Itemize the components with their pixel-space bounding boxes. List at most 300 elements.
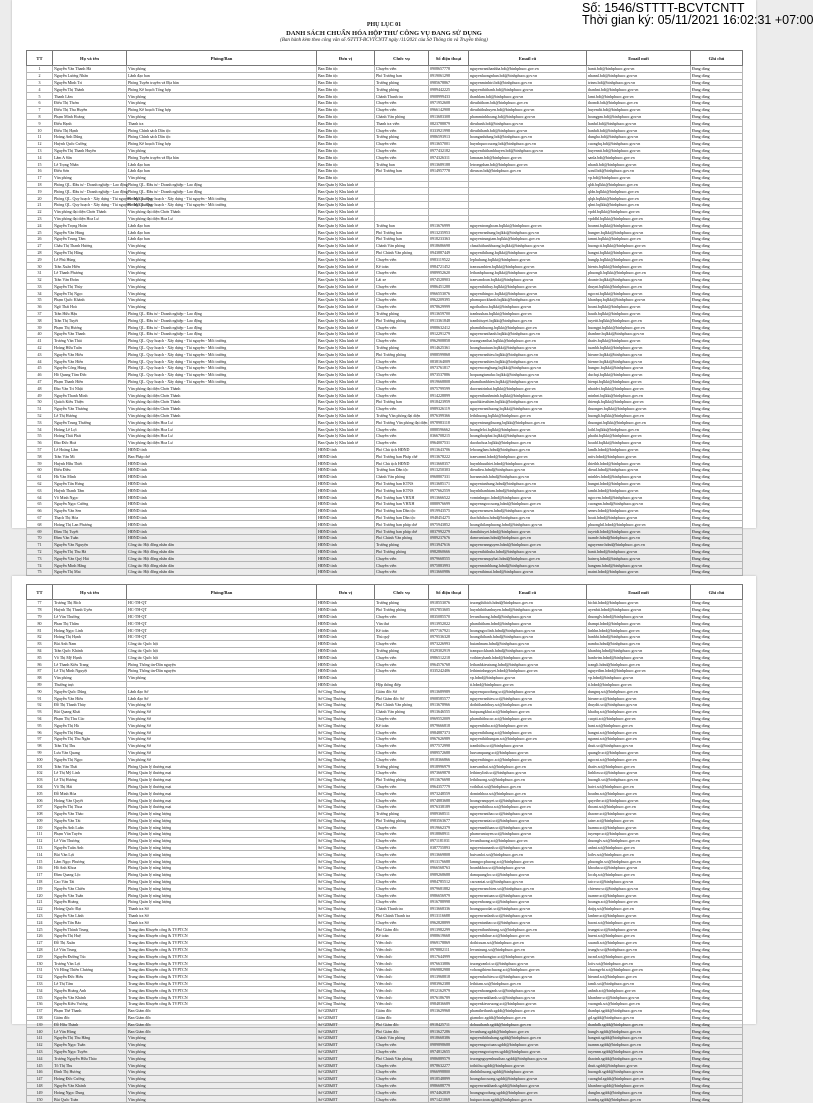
table-row [27,133,743,140]
phone-cell: 0913676999 [429,222,469,229]
position-cell: Chuyên viên [375,865,429,872]
dept-cell: Phòng QL. Đầu tư - Doanh nghiệp - Lao động [127,188,317,195]
unit-cell: Ban Quản lý Khu kinh tế [317,399,375,406]
table-row [27,283,743,290]
unit-cell: Sở Công Thương [317,735,375,742]
stt-cell: 35 [27,297,53,304]
stt-cell: 137 [27,1007,53,1014]
name-cell: Đỗ Thị Thanh Thủy [53,701,127,708]
unit-cell: Sở Công Thương [317,824,375,831]
table-row [27,167,743,174]
dept-cell: Văn phòng Sở [127,735,317,742]
stt-cell: 118 [27,878,53,885]
new-email-cell: khanhpq.bqlkkt@binhphuoc.gov.vn [587,297,691,304]
note-cell: Đang dùng [691,528,743,535]
table-row [27,837,743,844]
stt-cell: 110 [27,824,53,831]
table-row [27,480,743,487]
note-cell: Đang dùng [691,283,743,290]
position-cell: Chuyên viên [375,324,429,331]
old-email-cell: buivanloi.sct@binhphuoc.gov.vn [469,851,587,858]
position-cell: Phó Trưởng ban [375,399,429,406]
note-cell: Đang dùng [691,1007,743,1014]
name-cell: Nguyễn Lương Nhân [53,72,127,79]
note-cell: Đang dùng [691,487,743,494]
note-cell: Đang dùng [691,263,743,270]
note-cell: Đang dùng [691,1001,743,1008]
note-cell: Đang dùng [691,147,743,154]
note-cell: Đang dùng [691,521,743,528]
old-email-cell: nguyenthihang.sct@binhphuoc.gov.vn [469,729,587,736]
unit-cell: HĐND tỉnh [317,661,375,668]
phone-cell: 0966142908 [429,106,469,113]
new-email-cell: hant.sct@binhphuoc.gov.vn [587,722,691,729]
position-cell: Phó Trưởng ban Dân tộc [375,507,429,514]
note-cell: Đang dùng [691,1055,743,1062]
old-email-cell [469,208,587,215]
name-cell: Võ Hồng Thiên Chương [53,967,127,974]
phone-cell: 0914957778 [429,167,469,174]
phone-cell: 0971952608 [429,99,469,106]
stt-cell: 49 [27,392,53,399]
stt-cell: 109 [27,817,53,824]
dept-cell: Văn phòng Sở [127,708,317,715]
unit-cell: Ban Dân tộc [317,127,375,134]
stt-cell: 67 [27,514,53,521]
old-email-cell: nguyenvanhung.bqlkkt@binhphuoc.gov.vn [469,229,587,236]
phone-cell: 0973761817 [429,365,469,372]
name-cell: Điểu Thị Thu Huyền [53,106,127,113]
position-cell: Chuyên viên [375,426,429,433]
phone-cell: 0913689989 [429,688,469,695]
new-email-cell: thiethh.hdnd@binhphuoc.gov.vn [587,460,691,467]
stt-cell: 120 [27,892,53,899]
old-email-cell: nguyenvanchien.sct@binhphuoc.gov.vn [469,885,587,892]
table-row [27,303,743,310]
digital-signature-stamp [582,1,813,27]
note-cell: Đang dùng [691,161,743,168]
new-email-cell: thuonglv.sct@binhphuoc.gov.vn [587,837,691,844]
new-email-cell: lamlh.hdnd@binhphuoc.gov.vn [587,446,691,453]
old-email-cell [469,215,587,222]
note-cell: Đang dùng [691,303,743,310]
dept-cell: Phòng QL. Đầu tư - Doanh nghiệp - Lao động [127,331,317,338]
unit-cell: Sở Công Thương [317,973,375,980]
stt-cell: 81 [27,627,53,634]
new-email-cell: minhnt.bqlkkt@binhphuoc.gov.vn [587,392,691,399]
dept-cell: Văn phòng đại diện Chơn Thành [127,412,317,419]
position-cell: Chuyên viên [375,756,429,763]
phone-cell: 0989268688 [429,871,469,878]
position-cell: Chuyên viên [375,715,429,722]
name-cell: Điểu Hạnh [53,120,127,127]
old-email-cell: thanhlam.bdt@binhphuoc.gov.vn [469,93,587,100]
dept-cell: Công tác Quốc hội [127,640,317,647]
name-cell: Nguyễn Ngọc Tuyền [53,1048,127,1055]
stt-cell: 46 [27,371,53,378]
note-cell: Đang dùng [691,987,743,994]
new-email-cell: hoangn.sct@binhphuoc.gov.vn [587,899,691,906]
new-email-cell: hieund.sct@binhphuoc.gov.vn [587,973,691,980]
dept-cell: Phòng QL. Quy hoạch - Xây dựng - Tài nguyên - Môi trường [127,365,317,372]
name-cell: Nguyễn Tấn Hưng [53,480,127,487]
new-email-cell: luanna.sct@binhphuoc.gov.vn [587,824,691,831]
unit-cell: Sở Công Thương [317,980,375,987]
signing-time: Thời gian ký: 05/11/2021 16:02:31 +07:00 [582,13,813,27]
phone-cell: 0333921998 [429,127,469,134]
position-cell: Phó Chánh Thanh tra [375,912,429,919]
old-email-cell: luuvanquang.sct@binhphuoc.gov.vn [469,749,587,756]
name-cell: Hoàng Thị Lan Phương [53,521,127,528]
dept-cell: Phòng Chính sách Dân tộc [127,133,317,140]
note-cell: Đang dùng [691,181,743,188]
position-cell: Chuyên viên [375,919,429,926]
header-col-dept: Phòng/Ban [127,51,317,66]
position-cell: Phó Trưởng ban pháp chế [375,528,429,535]
table-row [27,378,743,385]
new-email-cell: hieunv.bqlkkt@binhphuoc.gov.vn [587,351,691,358]
dept-cell: Phòng Quản lý thương mại [127,797,317,804]
old-email-cell: huynhthanhtam.hdnd@binhphuoc.gov.vn [469,487,587,494]
note-cell: Đang dùng [691,1089,743,1096]
phone-cell: 0989442225 [429,86,469,93]
unit-cell: Sở Công Thương [317,919,375,926]
new-email-cell: hanhvtm.hdnd@binhphuoc.gov.vn [587,654,691,661]
new-email-cell: cuonghd.sgddt@binhphuoc.gov.vn [587,1075,691,1082]
table-row [27,494,743,501]
table-row [27,405,743,412]
table-row [27,310,743,317]
name-cell: Trương Văn Thái [53,337,127,344]
name-cell: Phòng QL. Đầu tư - Doanh nghiệp - Lao động [54,188,128,194]
position-cell: Chuyên viên [375,365,429,372]
new-email-cell: hungnt.hdnd@binhphuoc.gov.vn [587,480,691,487]
new-email-cell: baont.sct@binhphuoc.gov.vn [587,919,691,926]
stt-cell: 132 [27,973,53,980]
note-cell: Đang dùng [691,892,743,899]
position-cell: Chuyên viên [375,303,429,310]
new-email-cell: anhnh.sct@binhphuoc.gov.vn [587,987,691,994]
position-cell: Chuyên viên [375,844,429,851]
table-row [27,831,743,838]
old-email-cell: levanthuong.hdnd@binhphuoc.gov.vn [469,613,587,620]
position-cell: Trưởng phòng [375,79,429,86]
position-cell: Phó Giám đốc [375,926,429,933]
phone-cell: 0913660986 [429,568,469,575]
phone-cell: 0823788879 [429,120,469,127]
stt-cell: 112 [27,837,53,844]
new-email-cell: hieunv.sct@binhphuoc.gov.vn [587,695,691,702]
dept-cell: Văn phòng [127,1075,317,1082]
name-cell: Phòng QL. Quy hoạch - Xây dựng - Tài nguyên - Môi trường [54,202,153,208]
table-row [27,487,743,494]
position-cell [375,215,429,222]
phone-cell: 0913176688 [429,858,469,865]
note-cell: Đang dùng [691,1062,743,1069]
unit-cell: Sở GD&ĐT [317,1062,375,1069]
old-email-cell: phamthihuong.bqlkkt@binhphuoc.gov.vn [469,324,587,331]
new-email-cell: thaitv.sct@binhphuoc.gov.vn [587,763,691,770]
dept-cell: Văn phòng đại diện Hoa Lư [127,433,317,440]
position-cell: Chánh Văn phòng [375,113,429,120]
unit-cell: Ban Dân tộc [317,86,375,93]
note-cell: Đang dùng [691,640,743,647]
name-cell: Điểu Thị Hạnh [53,127,127,134]
note-cell: Đang dùng [691,446,743,453]
old-email-cell: nguyenvannguyen.hdnd@binhphuoc.gov.vn [469,541,587,548]
new-email-cell: tamht.hdnd@binhphuoc.gov.vn [587,487,691,494]
phone-cell: 0366708215 [429,433,469,440]
old-email-cell: lethimylinh.sct@binhphuoc.gov.vn [469,769,587,776]
name-cell: Nguyễn Thị Thu Ngân [53,735,127,742]
table-row [27,1068,743,1075]
old-email-cell: hoangduccuong.sgddt@binhphuoc.gov.vn [469,1075,587,1082]
position-cell: Phó Chủ tịch HĐND [375,460,429,467]
position-cell: Trưởng phòng [375,133,429,140]
stt-cell: 70 [27,534,53,541]
dept-cell: Phòng QL. Quy hoạch - Xây dựng - Tài nguyên - Môi trường [127,195,317,202]
stt-cell: 124 [27,919,53,926]
new-email-cell: tamlt.sct@binhphuoc.gov.vn [587,980,691,987]
old-email-cell: dieuson.bdt@binhphuoc.gov.vn [469,167,587,174]
note-cell: Đang dùng [691,973,743,980]
position-cell: Phó Giám đốc [375,1028,429,1035]
old-email-cell: phamthithucuc.sct@binhphuoc.gov.vn [469,715,587,722]
note-cell: Đang dùng [691,960,743,967]
stt-cell: 134 [27,987,53,994]
dept-cell: Trung tâm Khuyến công & TVPTCN [127,946,317,953]
table-row [27,994,743,1001]
position-cell: Viên chức [375,987,429,994]
unit-cell: Sở Công Thương [317,831,375,838]
dept-cell: Văn phòng [127,1096,317,1103]
new-email-cell: sanla.bdt@binhphuoc.gov.vn [587,154,691,161]
position-cell: Chuyên viên [375,797,429,804]
new-email-cell: trinm.bdt@binhphuoc.gov.vn [587,79,691,86]
new-email-cell: hiennv.bqlkkt@binhphuoc.gov.vn [587,358,691,365]
stt-cell: 51 [27,405,53,412]
position-cell: Chuyên viên [375,337,429,344]
dept-cell: Văn phòng [127,303,317,310]
old-email-cell: nguyentanbao.sct@binhphuoc.gov.vn [469,919,587,926]
new-email-cell: chiennv.sct@binhphuoc.gov.vn [587,885,691,892]
stt-cell: 87 [27,667,53,674]
stt-cell: 54 [27,426,53,433]
phone-cell: 0908585577 [429,695,469,702]
stt-cell: 144 [27,1055,53,1062]
stt-cell: 95 [27,722,53,729]
phone-cell: 0948454275 [429,514,469,521]
position-cell: Chuyên viên [375,297,429,304]
phone-cell: 0888596662 [429,426,469,433]
new-email-cell: haivt.sct@binhphuoc.gov.vn [587,783,691,790]
note-cell: Đang dùng [691,290,743,297]
stt-cell: 141 [27,1035,53,1042]
note-cell: Đang dùng [691,344,743,351]
table-row [27,419,743,426]
header-col-phone: Số điện thoại [429,51,469,66]
note-cell: Đang dùng [691,215,743,222]
dept-cell: Văn phòng [127,1062,317,1069]
name-cell: Lưu Văn Quang [53,749,127,756]
stt-cell: 14 [27,154,53,161]
unit-cell: HĐND tỉnh [317,528,375,535]
name-cell: Nguyễn Văn Tuấn [53,892,127,899]
phone-cell: 0919662379 [429,824,469,831]
stt-cell: 82 [27,633,53,640]
old-email-cell: nguyenngoctuyen.sgddt@binhphuoc.gov.vn [469,1048,587,1055]
note-cell: Đang dùng [691,256,743,263]
note-cell: Đang dùng [691,939,743,946]
position-cell: Viên chức [375,994,429,1001]
position-cell: Chuyên viên [375,790,429,797]
header-col-old-email: Email cũ [469,585,587,600]
name-cell: Hà Văn Minh [53,473,127,480]
table-row [27,1048,743,1055]
unit-cell: Sở GD&ĐT [317,1082,375,1089]
table-row [27,735,743,742]
position-cell: Chuyên viên [375,290,429,297]
phone-cell [429,1014,469,1021]
stt-cell: 115 [27,858,53,865]
table-row [27,66,743,73]
name-cell: Hoàng Lê Lợi [53,426,127,433]
table-row [27,507,743,514]
position-cell: Trưởng phòng [375,810,429,817]
name-cell: Lê Trọng Nhân [53,161,127,168]
note-cell: Đang dùng [691,419,743,426]
unit-cell: Sở GD&ĐT [317,1096,375,1103]
phone-cell [429,208,469,215]
new-email-cell: loihl.bqlkkt@binhphuoc.gov.vn [587,426,691,433]
old-email-cell: hoangngoclinh.hdnd@binhphuoc.gov.vn [469,627,587,634]
old-email-cell: nguyenthithoa.sct@binhphuoc.gov.vn [469,803,587,810]
old-email-cell [469,201,587,208]
stt-cell: 111 [27,831,53,838]
phone-cell: 0977662559 [429,487,469,494]
phone-cell: 0984887373 [429,729,469,736]
note-cell: Đang dùng [691,188,743,195]
position-cell: Chánh Thanh tra [375,905,429,912]
name-cell: Lâm A Sắn [53,154,127,161]
stt-cell: 135 [27,994,53,1001]
stt-cell: 32 [27,276,53,283]
phone-cell: 0985678867 [429,79,469,86]
stt-cell: 12 [27,140,53,147]
phone-cell: 0973537886 [429,371,469,378]
note-cell: Đang dùng [691,776,743,783]
dept-cell: Lãnh đạo ban [127,229,317,236]
dept-cell: Văn phòng [127,113,317,120]
stt-cell: 21 [27,201,53,208]
note-cell: Đang dùng [691,831,743,838]
position-cell: Chuyên viên [375,283,429,290]
position-cell: Phó Trưởng ban [375,72,429,79]
note-cell: Đang dùng [691,399,743,406]
unit-cell: Sở Công Thương [317,953,375,960]
old-email-cell: dieuthithom.bdt@binhphuoc.gov.vn [469,99,587,106]
note-cell: Đang dùng [691,1096,743,1103]
stt-cell: 93 [27,708,53,715]
name-cell: Lê Thị Tâm [53,980,127,987]
table-row [27,453,743,460]
name-cell: Châu Thị Thanh Hương [53,242,127,249]
old-email-cell: hoangthaiphat.bqlkkt@binhphuoc.gov.vn [469,433,587,440]
new-email-cell: huongctt.bqlkkt@binhphuoc.gov.vn [587,242,691,249]
position-cell: Chuyên viên [375,1041,429,1048]
name-cell: Lâm Ngọc Phương [53,858,127,865]
unit-cell: Ban Dân tộc [317,161,375,168]
new-email-cell: thanhnv.bqlkkt@binhphuoc.gov.vn [587,331,691,338]
table-row [27,1089,743,1096]
name-cell: Nguyễn Minh Hằng [53,562,127,569]
old-email-cell: nguyenthiha.sct@binhphuoc.gov.vn [469,722,587,729]
old-email-cell: nguyenthithuha.hdnd@binhphuoc.gov.vn [469,548,587,555]
old-email-cell: phamvantuyen.sct@binhphuoc.gov.vn [469,831,587,838]
old-email-cell: dothixuan.sct@binhphuoc.gov.vn [469,939,587,946]
header-col-stt: TT [27,585,53,600]
phone-cell: 0966553076 [429,290,469,297]
note-cell: Đang dùng [691,1082,743,1089]
note-cell: Đang dùng [691,229,743,236]
old-email-cell: truongthibich.hdnd@binhphuoc.gov.vn [469,600,587,607]
position-cell: Chuyên viên [375,439,429,446]
name-cell: Võ Thị Hải [53,783,127,790]
stt-cell: 1 [27,66,53,73]
dept-cell: Văn phòng đại diện Chơn Thành [127,385,317,392]
stt-cell: 45 [27,365,53,372]
unit-cell: Ban Quản lý Khu kinh tế [317,365,375,372]
table-row [27,600,743,607]
table-row [27,249,743,256]
stt-cell: 56 [27,439,53,446]
phone-cell: 0979668555 [429,555,469,562]
stt-cell: 64 [27,494,53,501]
stt-cell: 94 [27,715,53,722]
phone-cell: 0919943575 [429,507,469,514]
old-email-cell: thachthihoa.hdnd@binhphuoc.gov.vn [469,514,587,521]
table-row [27,756,743,763]
stt-cell: 20 [27,195,53,202]
phone-cell: 0918366866 [429,756,469,763]
table-row [27,661,743,668]
stt-cell: 63 [27,487,53,494]
table-row [27,399,743,406]
stt-cell: 98 [27,742,53,749]
stt-cell: 79 [27,613,53,620]
unit-cell: Ban Quản lý Khu kinh tế [317,188,375,195]
table-row [27,188,743,195]
old-email-cell: buiquangkhai.sct@binhphuoc.gov.vn [469,708,587,715]
unit-cell: Sở Công Thương [317,967,375,974]
note-cell: Đang dùng [691,222,743,229]
old-email-cell: tothithu.sgddt@binhphuoc.gov.vn [469,1062,587,1069]
unit-cell: HĐND tỉnh [317,647,375,654]
header-col-name: Họ và tên [53,51,127,66]
unit-cell: HĐND tỉnh [317,460,375,467]
new-email-cell: hanhht.hdnd@binhphuoc.gov.vn [587,633,691,640]
stt-cell: 42 [27,344,53,351]
unit-cell: HĐND tỉnh [317,640,375,647]
name-cell: Nguyễn Văn Hiếu [53,695,127,702]
table-row [27,1007,743,1014]
old-email-cell: nguyenthingoc.bqlkkt@binhphuoc.gov.vn [469,290,587,297]
phone-cell: 0913947616 [429,541,469,548]
new-email-cell: thutt.sct@binhphuoc.gov.vn [587,742,691,749]
phone-cell: 0989326119 [429,405,469,412]
new-email-cell: duchqt.bqlkkt@binhphuoc.gov.vn [587,371,691,378]
position-cell: Thủ quỹ [375,633,429,640]
